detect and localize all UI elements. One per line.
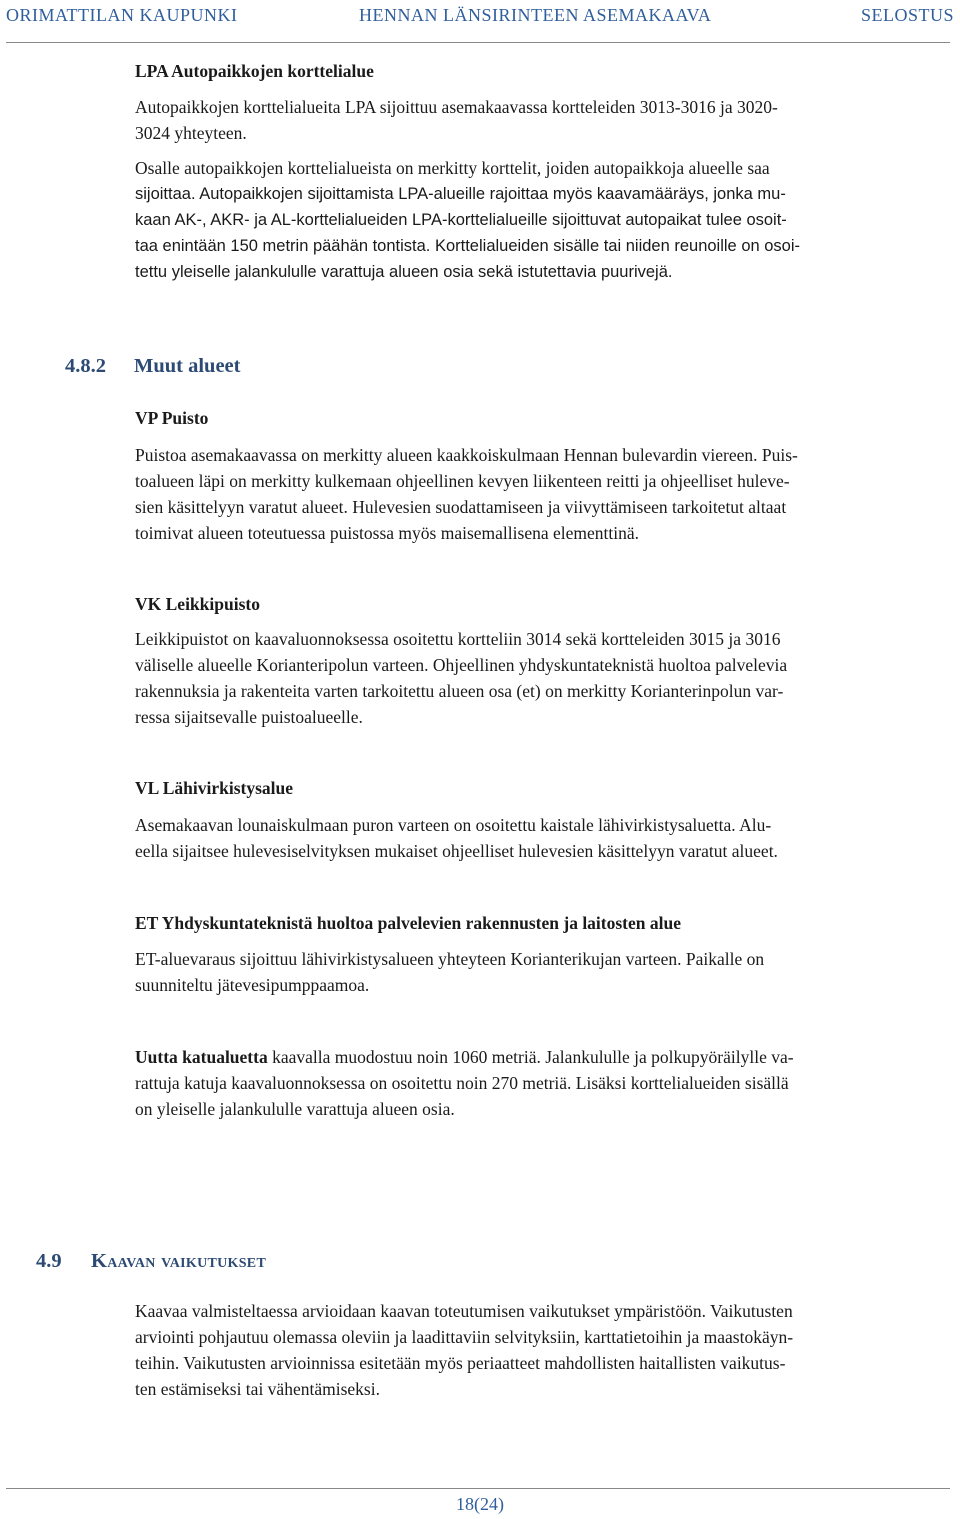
- text-line: Osalle autopaikkojen korttelialueista on merkitty korttelit, joiden autopaikkoja alueelle saa: [135, 158, 770, 178]
- vl-paragraph: [135, 812, 947, 864]
- section-title: Muut alueet: [134, 355, 241, 377]
- text-line: toimivat alueen toteutuessa puistossa myös maisemallisena elementtinä.: [135, 523, 639, 543]
- text-line: kaan AK-, AKR- ja AL-korttelialueiden LPA-korttelialueille sijoittuvat autopaikat tulee osoit-: [135, 211, 787, 229]
- text-line: sien käsittelyyn varatut alueet. Hulevesien suodattamiseen ja viivyttämiseen tarkoitetut altaat: [135, 497, 787, 517]
- text-line: Kaavaa valmisteltaessa arvioidaan kaavan toteutumisen vaikutukset ympäristöön. Vaikutusten: [135, 1301, 793, 1321]
- lpa-paragraph-1: [135, 94, 947, 146]
- street-area-term: Uutta katualuetta: [135, 1047, 268, 1067]
- text-line: teihin. Vaikutusten arvioinnissa esitetään myös periaatteet mahdollisten haitallisten vaikutus-: [135, 1353, 786, 1373]
- text-line: ET-aluevaraus sijoittuu lähivirkistysalueen yhteyteen Korianterikujan varteen. Paikalle on: [135, 949, 765, 969]
- et-heading: ET Yhdyskuntateknistä huoltoa palvelevien rakennusten ja laitosten alue: [135, 913, 681, 933]
- vk-heading: VK Leikkipuisto: [135, 594, 260, 614]
- text-line: tettu yleiselle jalankululle varattuja alueen osia sekä istutettavia puurivejä.: [135, 263, 673, 281]
- vp-paragraph: [135, 442, 947, 546]
- text-line: rattuja katuja kaavaluonnoksessa on osoitettu noin 270 metriä. Lisäksi korttelialueiden sisällä: [135, 1073, 789, 1093]
- text-line: Autopaikkojen korttelialueita LPA sijoittuu asemakaavassa kortteleiden 3013-3016 ja 3020-: [135, 97, 778, 117]
- page-header: [0, 0, 960, 44]
- text-line: on yleiselle jalankululle varattuja alueen osia.: [135, 1099, 455, 1119]
- header-plan-name: HENNAN LÄNSIRINTEEN ASEMAKAAVA: [359, 5, 712, 25]
- text-line: arviointi pohjautuu olemassa oleviin ja laadittaviin selvityksiin, karttatietoihin ja maastokäyn-: [135, 1327, 794, 1347]
- footer-divider: [6, 1488, 950, 1489]
- text-line: toalueen läpi on merkitty kulkemaan ohjeellinen kevyen liikenteen reitti ja ohjeelliset huleve-: [135, 471, 790, 491]
- text-line: 3024 yhteyteen.: [135, 123, 247, 143]
- vk-paragraph: [135, 626, 947, 730]
- text-line: Asemakaavan lounaiskulmaan puron varteen on osoitettu kaistale lähivirkistysaluetta. Alu-: [135, 815, 772, 835]
- text-line: suunniteltu jätevesipumppaamoa.: [135, 975, 370, 995]
- text-line: eella sijaitsee hulevesiselvityksen mukaiset ohjeelliset hulevesien käsittelyyn varatut alueet.: [135, 841, 778, 861]
- impacts-paragraph: [135, 1298, 947, 1402]
- section-number: 4.8.2: [65, 355, 106, 377]
- header-municipality: ORIMATTILAN KAUPUNKI: [6, 5, 238, 25]
- street-area-text: kaavalla muodostuu noin 1060 metriä. Jalankululle ja polkupyöräilylle va-: [267, 1047, 794, 1067]
- et-paragraph: [135, 946, 947, 998]
- text-line: väliselle alueelle Korianteripolun varteen. Ohjeellinen yhdyskuntateknistä huoltoa palvelevia: [135, 655, 788, 675]
- lpa-heading: LPA Autopaikkojen korttelialue: [135, 61, 374, 81]
- chapter-title: Kaavan vaikutukset: [91, 1250, 267, 1272]
- street-area-paragraph: [135, 1044, 947, 1122]
- text-line: sijoittaa. Autopaikkojen sijoittamista LPA-alueille rajoittaa myös kaavamääräys, jonka mu-: [135, 185, 786, 203]
- lpa-paragraph-2: [135, 155, 947, 285]
- text-line: [135, 1044, 947, 1070]
- page-number: 18(24): [456, 1494, 504, 1514]
- text-line: ten estämiseksi tai vähentämiseksi.: [135, 1379, 380, 1399]
- vl-heading: VL Lähivirkistysalue: [135, 778, 294, 798]
- chapter-number: 4.9: [36, 1250, 62, 1272]
- header-document-type: SELOSTUS: [860, 5, 954, 25]
- text-line: Leikkipuistot on kaavaluonnoksessa osoitettu kortteliin 3014 sekä kortteleiden 3015 ja 3016: [135, 629, 781, 649]
- text-line: rakennuksia ja rakenteita varten tarkoitettu alueen osa (et) on merkitty Korianterinpolun var-: [135, 681, 784, 701]
- text-line: ressa sijaitsevalle puistoalueelle.: [135, 707, 363, 727]
- header-divider: [6, 42, 950, 43]
- text-line: Puistoa asemakaavassa on merkitty alueen kaakkoiskulmaan Hennan bulevardin viereen. Puis-: [135, 445, 798, 465]
- vp-heading: VP Puisto: [135, 408, 209, 428]
- text-line: taa enintään 150 metrin päähän tontista. Korttelialueiden sisälle tai niiden reunoille on osoi-: [135, 237, 801, 255]
